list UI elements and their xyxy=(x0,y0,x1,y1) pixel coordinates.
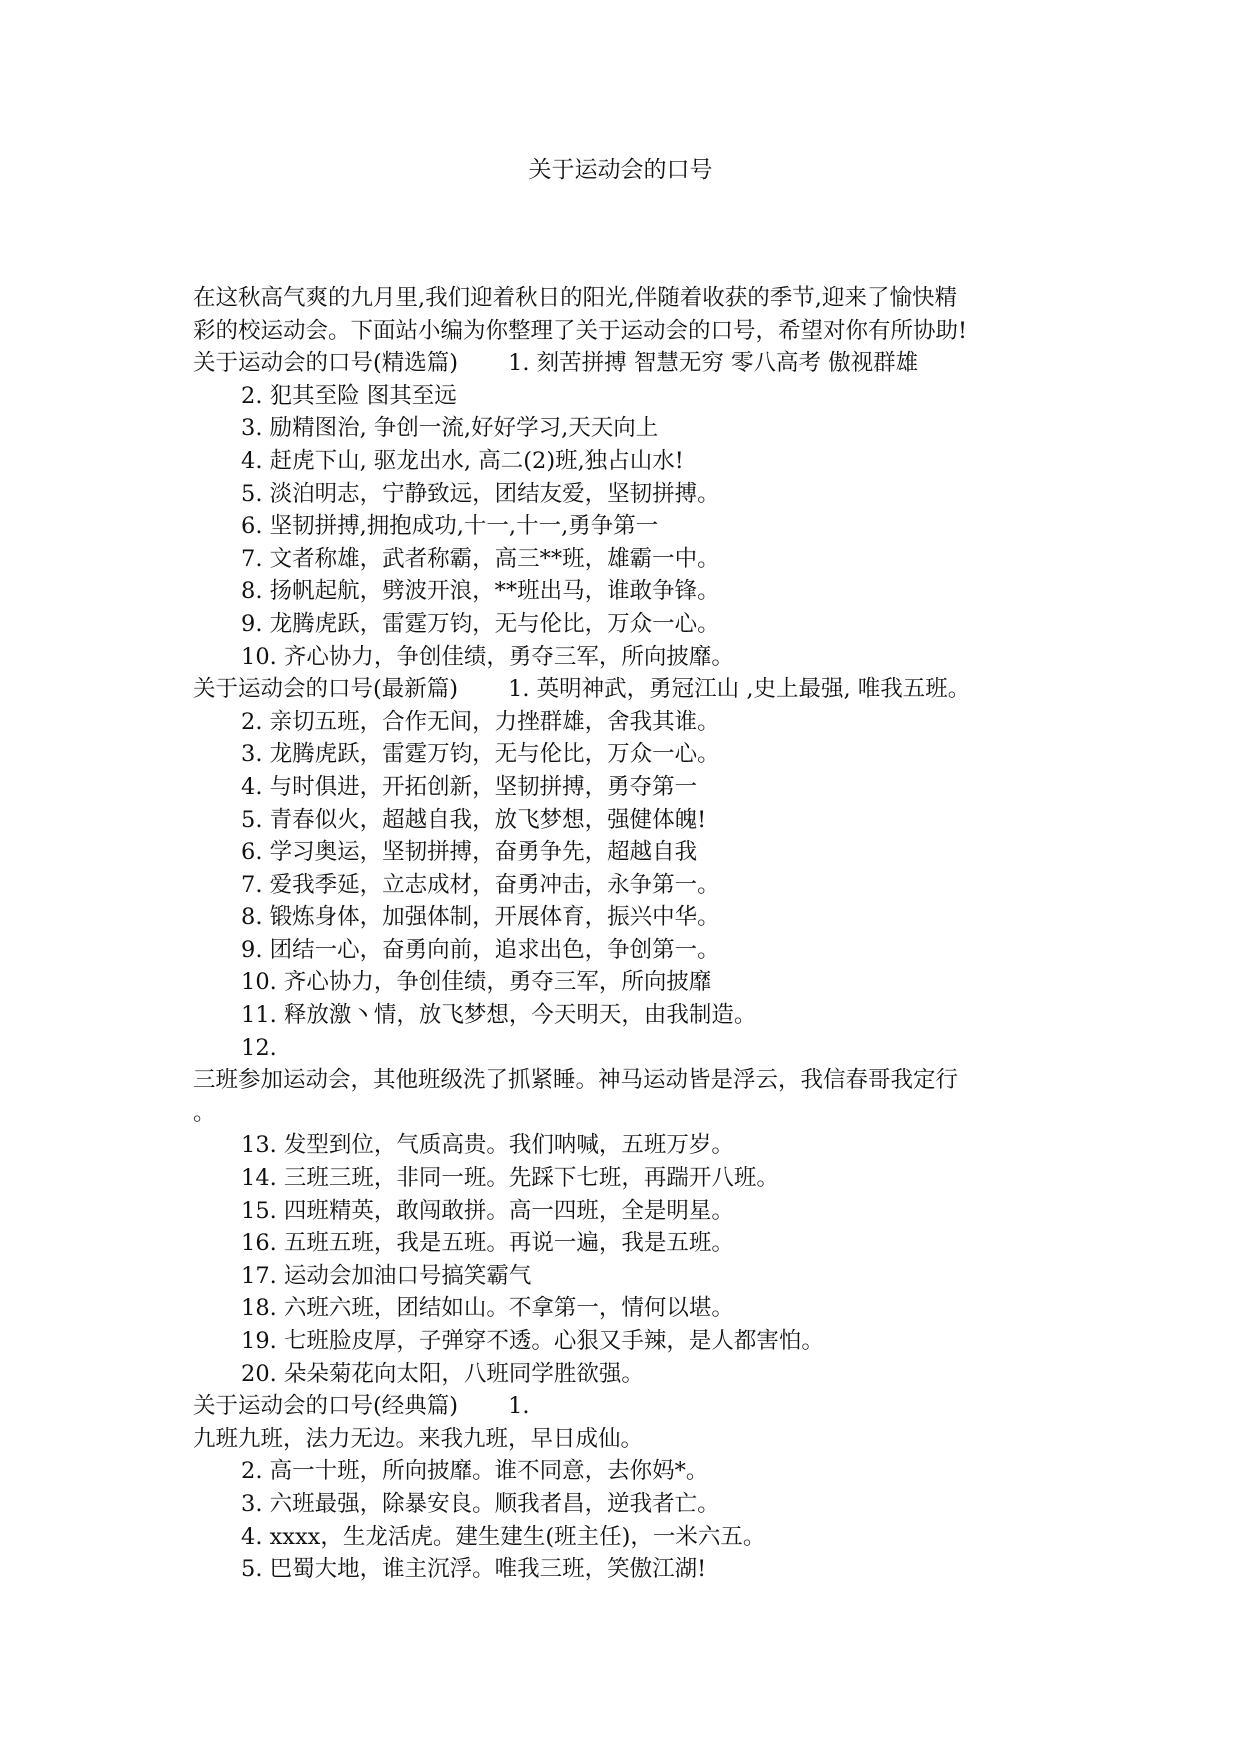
slogan-item: 17. 运动会加油口号搞笑霸气 xyxy=(241,1262,532,1289)
document-body xyxy=(193,282,1073,1586)
slogan-continuation: 九班九班，法力无边。来我九班，早日成仙。 xyxy=(193,1425,644,1452)
slogan-item: 6. 坚韧拼搏,拥抱成功,十一,十一,勇争第一 xyxy=(241,513,659,540)
document-title: 关于运动会的口号 xyxy=(528,157,713,183)
slogan-item: 15. 四班精英，敢闯敢拼。高一四班，全是明星。 xyxy=(241,1197,734,1224)
intro-line: 在这秋高气爽的九月里,我们迎着秋日的阳光,伴随着收获的季节,迎来了愉快精 xyxy=(193,285,957,311)
intro-line: 彩的校运动会。下面站小编为你整理了关于运动会的口号，希望对你有所协助! xyxy=(193,317,968,344)
slogan-item: 5. 淡泊明志，宁静致远，团结友爱，坚韧拼搏。 xyxy=(241,480,720,507)
slogan-item: 3. 龙腾虎跃，雷霆万钧，无与伦比，万众一心。 xyxy=(241,741,720,768)
slogan-item: 7. 爱我季延，立志成材，奋勇冲击，永争第一。 xyxy=(241,871,720,898)
slogan-item: 18. 六班六班，团结如山。不拿第一，情何以堪。 xyxy=(241,1295,734,1322)
slogan-item: 1. 英明神武，勇冠江山 ,史上最强, 唯我五班。 xyxy=(508,676,971,703)
slogan-item: 7. 文者称雄，武者称霸，高三**班，雄霸一中。 xyxy=(241,545,720,572)
slogan-item: 4. 赶虎下山, 驱龙出水, 高二(2)班,独占山水! xyxy=(241,447,684,474)
slogan-item: 5. 巴蜀大地，谁主沉浮。唯我三班，笑傲江湖! xyxy=(241,1556,707,1583)
slogan-item: 2. 高一十班，所向披靡。谁不同意，去你妈*。 xyxy=(241,1458,709,1485)
slogan-item: 13. 发型到位，气质高贵。我们呐喊，五班万岁。 xyxy=(241,1132,734,1159)
slogan-item: 1. xyxy=(508,1393,530,1420)
slogan-item: 9. 龙腾虎跃，雷霆万钧，无与伦比，万众一心。 xyxy=(241,610,720,637)
slogan-item: 2. 亲切五班，合作无间，力挫群雄，舍我其谁。 xyxy=(241,708,720,735)
slogan-item: 3. 励精图治, 争创一流,好好学习,天天向上 xyxy=(241,415,659,442)
slogan-item: 11. 释放激丶情，放飞梦想，今天明天，由我制造。 xyxy=(241,1002,757,1029)
slogan-item: 6. 学习奥运，坚韧拼搏，奋勇争先，超越自我 xyxy=(241,839,698,866)
slogan-item: 4. xxxx，生龙活虎。建生建生(班主任)，一米六五。 xyxy=(241,1523,766,1550)
slogan-item: 10. 齐心协力，争创佳绩，勇夺三军，所向披靡。 xyxy=(241,643,734,670)
slogan-item: 20. 朵朵菊花向太阳，八班同学胜欲强。 xyxy=(241,1360,644,1387)
slogan-item: 10. 齐心协力，争创佳绩，勇夺三军，所向披靡 xyxy=(241,969,712,996)
slogan-item: 19. 七班脸皮厚，子弹穿不透。心狠又手辣，是人都害怕。 xyxy=(241,1328,824,1354)
slogan-continuation: 。 xyxy=(193,1099,216,1126)
section-heading-line xyxy=(193,347,1073,380)
slogan-item: 14. 三班三班，非同一班。先踩下七班，再踹开八班。 xyxy=(241,1165,779,1192)
section-heading: 关于运动会的口号(经典篇) xyxy=(193,1393,459,1420)
slogan-item: 5. 青春似火，超越自我，放飞梦想，强健体魄! xyxy=(241,806,707,833)
slogan-item: 3. 六班最强，除暴安良。顺我者昌，逆我者亡。 xyxy=(241,1490,720,1517)
slogan-item: 16. 五班五班，我是五班。再说一遍，我是五班。 xyxy=(241,1230,734,1257)
slogan-item: 12. xyxy=(241,1034,277,1061)
section-heading-line xyxy=(193,673,1073,706)
slogan-item: 8. 扬帆起航，劈波开浪，**班出马，谁敢争锋。 xyxy=(241,578,720,605)
slogan-continuation: 三班参加运动会，其他班级洗了抓紧睡。神马运动皆是浮云，我信春哥我定行 xyxy=(193,1067,959,1094)
slogan-item: 2. 犯其至险 图其至远 xyxy=(241,382,457,409)
slogan-item: 1. 刻苦拼搏 智慧无穷 零八高考 傲视群雄 xyxy=(508,350,919,377)
slogan-item: 9. 团结一心，奋勇向前，追求出色，争创第一。 xyxy=(241,936,720,963)
slogan-item: 8. 锻炼身体，加强体制，开展体育，振兴中华。 xyxy=(241,904,720,931)
section-heading: 关于运动会的口号(最新篇) xyxy=(193,676,459,703)
section-heading-line xyxy=(193,1390,1073,1423)
slogan-item: 4. 与时俱进，开拓创新，坚韧拼搏，勇夺第一 xyxy=(241,773,698,800)
section-heading: 关于运动会的口号(精选篇) xyxy=(193,350,459,377)
